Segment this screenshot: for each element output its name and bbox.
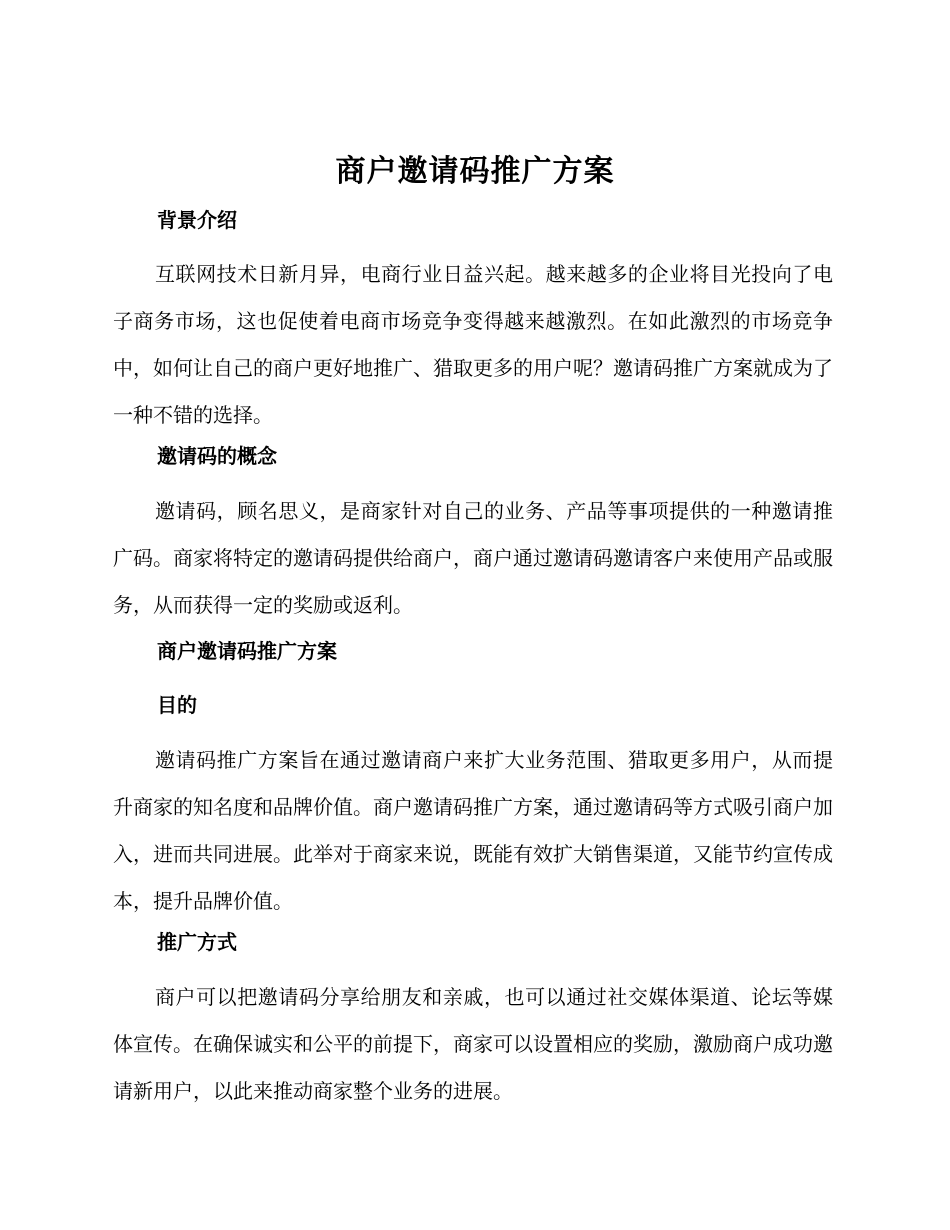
section-paragraph-method: 商户可以把邀请码分享给朋友和亲戚，也可以通过社交媒体渠道、论坛等媒体宣传。在确保诚实和公平的前提下，商家可以设置相应的奖励，激励商户成功邀请新用户，以此来推动商家整个业务的进展。 xyxy=(113,985,833,1103)
document-title: 商户邀请码推广方案 xyxy=(335,154,615,189)
section-paragraph-purpose: 邀请码推广方案旨在通过邀请商户来扩大业务范围、猎取更多用户，从而提升商家的知名度和品牌价值。商户邀请码推广方案，通过邀请码等方式吸引商户加入，进而共同进展。此举对于商家来说，既能有效扩大销售渠道，又能节约宣传成本，提升品牌价值。 xyxy=(113,748,833,913)
section-paragraph-background: 互联网技术日新月异，电商行业日益兴起。越来越多的企业将目光投向了电子商务市场，这也促使着电商市场竞争变得越来越激烈。在如此激烈的市场竞争中，如何让自己的商户更好地推广、猎取更多的用户呢？邀请码推广方案就成为了一种不错的选择。 xyxy=(113,262,833,427)
section-heading-purpose: 目的 xyxy=(157,693,197,717)
section-heading-concept: 邀请码的概念 xyxy=(157,444,277,468)
section-heading-plan: 商户邀请码推广方案 xyxy=(157,639,337,663)
section-heading-method: 推广方式 xyxy=(157,930,237,954)
section-paragraph-concept: 邀请码，顾名思义，是商家针对自己的业务、产品等事项提供的一种邀请推广码。商家将特定的邀请码提供给商户，商户通过邀请码邀请客户来使用产品或服务，从而获得一定的奖励或返利。 xyxy=(113,499,833,617)
section-heading-background: 背景介绍 xyxy=(157,208,237,232)
